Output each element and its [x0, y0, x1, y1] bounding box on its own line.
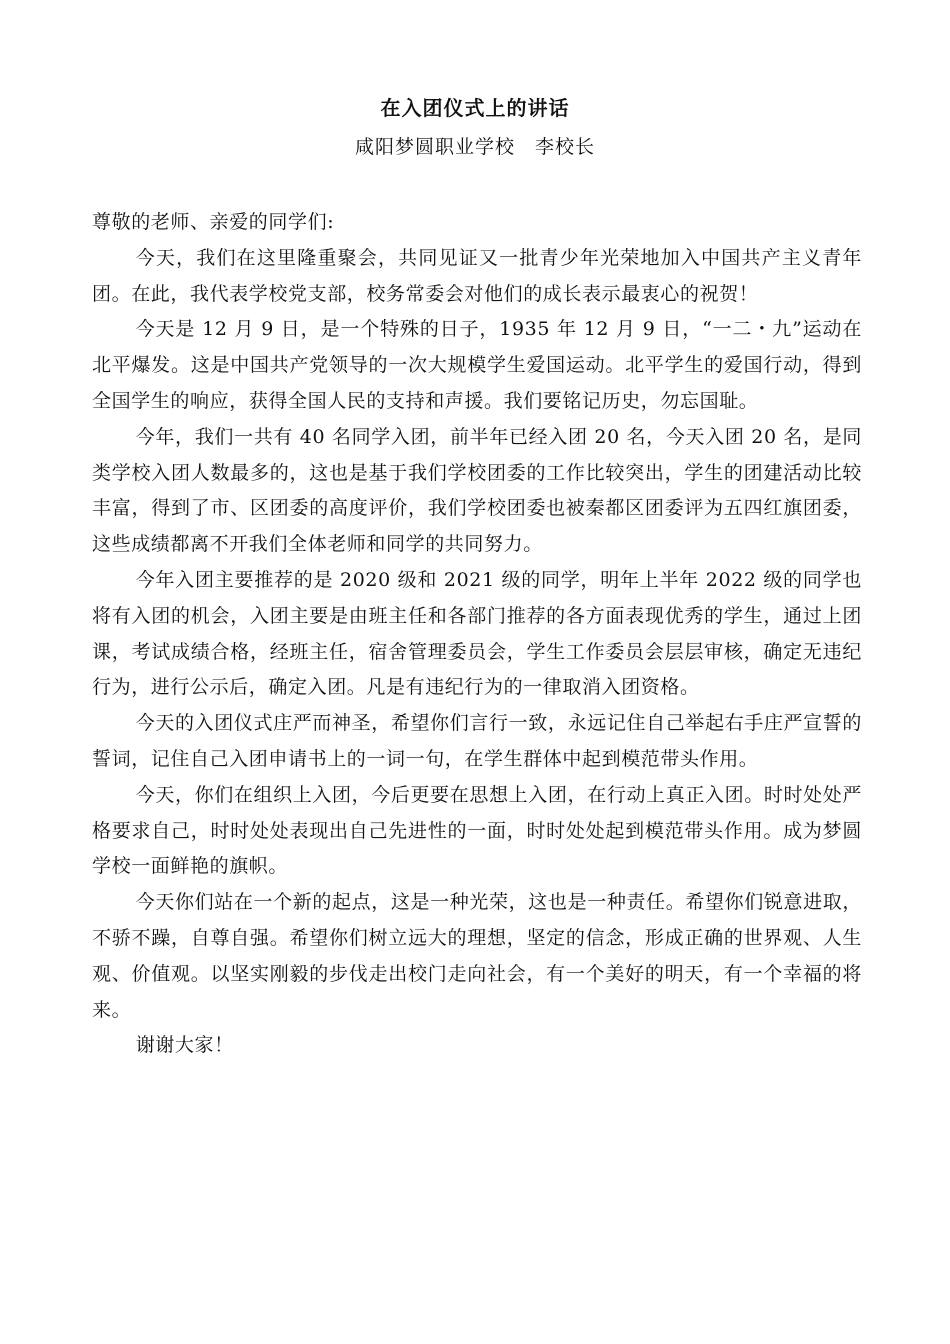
salutation: 尊敬的老师、亲爱的同学们:: [92, 211, 335, 233]
paragraph-3: 今年，我们一共有 40 名同学入团，前半年已经入团 20 名，今天入团 20 名，是同类学校入团人数最多的，这也是基于我们学校团委的工作比较突出，学生的团建活动比较丰富，得到了市、区团委的高度评价，我们学校团委也被秦都区团委评为五四红旗团委，这些成绩都离不开我们全体老师和同学的共同努力。: [92, 425, 862, 556]
closing-thanks: 谢谢大家！: [135, 1034, 234, 1057]
paragraph-6: 今天，你们在组织上入团，今后更要在思想上入团，在行动上真正入团。时时处处严格要求自己，时时处处表现出自己先进性的一面，时时处处起到模范带头作用。成为梦圆学校一面鲜艳的旗帜。: [92, 783, 862, 878]
paragraph-5: 今天的入团仪式庄严而神圣，希望你们言行一致，永远记住自己举起右手庄严宣誓的誓词，记住自己入团申请书上的一词一句，在学生群体中起到模范带头作用。: [92, 712, 862, 770]
paragraph-2: 今天是 12 月 9 日，是一个特殊的日子，1935 年 12 月 9 日，“一二・九”运动在北平爆发。这是中国共产党领导的一次大规模学生爱国运动。北平学生的爱国行动，得到全国学生的响应，获得全国人民的支持和声援。我们要铭记历史，勿忘国耻。: [92, 318, 862, 412]
paragraph-4: 今年入团主要推荐的是 2020 级和 2021 级的同学，明年上半年 2022 级的同学也将有入团的机会，入团主要是由班主任和各部门推荐的各方面表现优秀的学生，通过上团课，考试成绩合格，经班主任，宿舍管理委员会，学生工作委员会层层审核，确定无违纪行为，进行公示后，确定入团。凡是有违纪行为的一律取消入团资格。: [92, 568, 862, 699]
paragraph-7: 今天你们站在一个新的起点，这是一种光荣，这也是一种责任。希望你们锐意进取，不骄不躁，自尊自强。希望你们树立远大的理想，坚定的信念，形成正确的世界观、人生观、价值观。以坚实刚毅的步伐走出校门走向社会，有一个美好的明天，有一个幸福的将来。: [92, 891, 862, 1021]
paragraph-1: 今天，我们在这里隆重聚会，共同见证又一批青少年光荣地加入中国共产主义青年团。在此，我代表学校党支部，校务常委会对他们的成长表示最衷心的祝贺！: [92, 246, 862, 305]
speech-body: [92, 205, 862, 1064]
document-title: 在入团仪式上的讲话: [380, 96, 570, 120]
author-line: 咸阳梦圆职业学校 李校长: [354, 136, 595, 158]
